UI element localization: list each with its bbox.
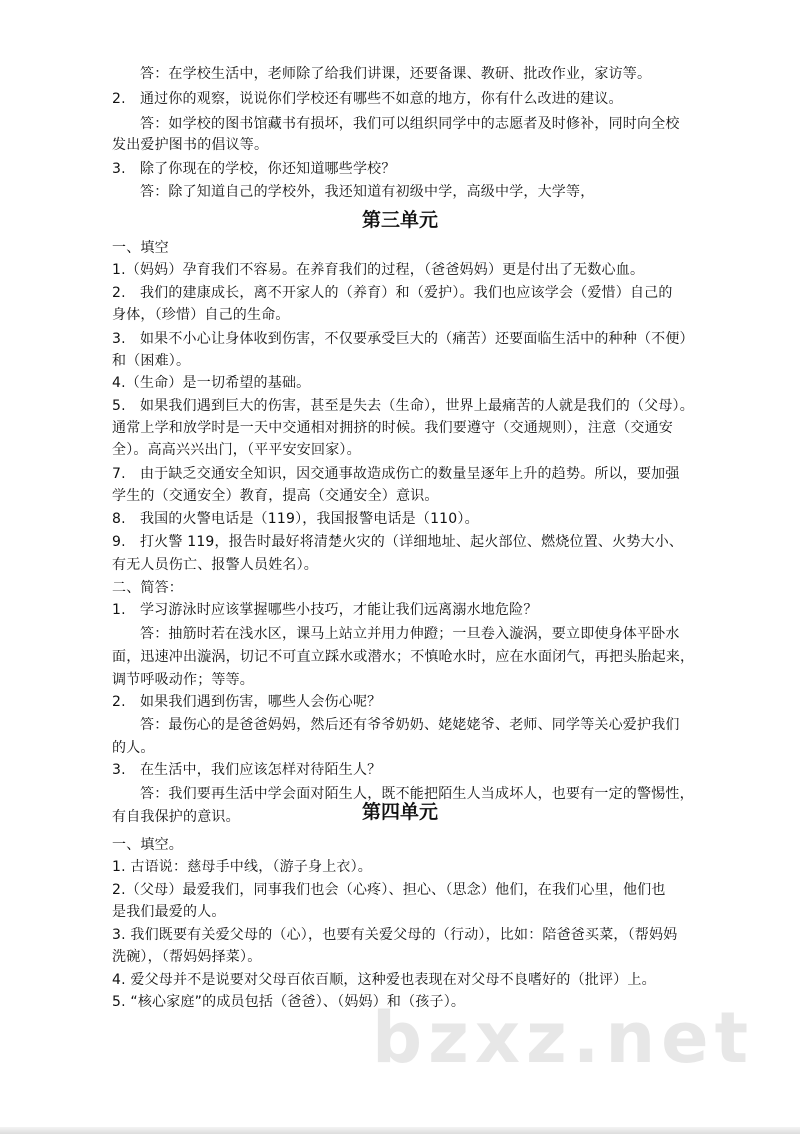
fill-item: 身体，（珍惜）自己的生命。 [112, 307, 290, 323]
question-line: 3. 除了你现在的学校，你还知道哪些学校？ [112, 161, 396, 177]
unit-heading: 第三单元 [361, 209, 438, 231]
section-title: 一、填空 [112, 240, 169, 256]
fill-item: 通常上学和放学时是一天中交通相对拥挤的时候。我们要遵守（交通规则），注意（交通安 [112, 420, 673, 436]
fill-item: 4.（生命）是一切希望的基础。 [112, 375, 311, 391]
question-line: 2. 如果我们遇到伤害，哪些人会伤心呢？ [112, 694, 382, 710]
fill-item: 是我们最爱的人。 [112, 904, 226, 920]
fill-item: 3. 如果不小心让身体收到伤害，不仅要承受巨大的（痛苦）还要面临生活中的种种（不便） [112, 331, 694, 347]
fill-item: 7. 由于缺乏交通安全知识，因交通事故造成伤亡的数量呈逐年上升的趋势。所以，要加强 [112, 466, 680, 482]
question-line: 2. 通过你的观察，说说你们学校还有哪些不如意的地方，你有什么改进的建议。 [112, 91, 623, 107]
answer-line: 答：我们要再生活中学会面对陌生人，既不能把陌生人当成坏人，也要有一定的警惕性， [140, 786, 694, 802]
answer-line: 答：抽筋时若在浅水区，课马上站立并用力伸蹬；一旦卷入漩涡，要立即使身体平卧水 [140, 626, 680, 642]
fill-item: 洗碗），（帮妈妈择菜）。 [112, 949, 262, 965]
section-title: 一、填空。 [112, 837, 183, 853]
question-line: 1. 学习游泳时应该掌握哪些小技巧，才能让我们远离溺水地危险？ [112, 602, 538, 618]
answer-line: 答：最伤心的是爸爸妈妈，然后还有爷爷奶奶、姥姥姥爷、老师、同学等关心爱护我们 [140, 717, 680, 733]
answer-line: 面，迅速冲出漩涡，切记不可直立踩水或潜水；不慎呛水时，应在水面闭气，再把头胎起来， [112, 649, 695, 665]
fill-item: 1.（妈妈）孕育我们不容易。在养育我们的过程，（爸爸妈妈）更是付出了无数心血。 [112, 262, 645, 278]
site-watermark: bzxz.net [372, 997, 755, 1079]
fill-item: 9. 打火警 119，报告时最好将清楚火灾的（详细地址、起火部位、燃烧位置、火势大小、 [112, 534, 684, 550]
section-title: 二、简答： [112, 580, 183, 596]
fill-item: 4. 爱父母并不是说要对父母百依百顺，这种爱也表现在对父母不良嗜好的（批评）上。 [112, 972, 656, 988]
fill-item: 2. 我们的建康成长，离不开家人的（养育）和（爱护）。我们也应该学会（爱惜）自己的 [112, 285, 673, 301]
fill-item: 5. “核心家庭”的成员包括（爸爸）、（妈妈）和（孩子）。 [112, 994, 466, 1010]
fill-item: 和（困难）。 [112, 353, 191, 369]
answer-line: 答：在学校生活中，老师除了给我们讲课，还要备课、教研、批改作业，家访等。 [140, 66, 652, 82]
fill-item: 学生的（交通安全）教育，提高（交通安全）意识。 [112, 488, 439, 504]
answer-line: 调节呼吸动作；等等。 [112, 672, 254, 688]
page-bottom-edge [0, 1127, 800, 1134]
fill-item: 全）。高高兴兴出门，（平平安安回家）。 [112, 442, 361, 458]
question-line: 3. 在生活中，我们应该怎样对待陌生人？ [112, 762, 382, 778]
unit-heading: 第四单元 [361, 801, 438, 823]
fill-item: 1. 古语说：慈母手中线，（游子身上衣）。 [112, 859, 373, 875]
fill-item: 3. 我们既要有关爱父母的（心），也要有关爱父母的（行动），比如：陪爸爸买菜，（帮妈妈 [112, 927, 678, 943]
fill-item: 有无人员伤亡、报警人员姓名）。 [112, 557, 318, 573]
fill-item: 2.（父母）最爱我们，同事我们也会（心疼）、担心、（思念）他们，在我们心里，他们也 [112, 882, 666, 898]
fill-item: 5. 如果我们遇到巨大的伤害，甚至是失去（生命），世界上最痛苦的人就是我们的（父母）。 [112, 398, 694, 414]
answer-line: 发出爱护图书的倡议等。 [112, 137, 269, 153]
answer-line: 答：如学校的图书馆藏书有损坏，我们可以组织同学中的志愿者及时修补，同时向全校 [140, 116, 680, 132]
answer-line: 有自我保护的意识。 [112, 809, 240, 825]
answer-line: 的人。 [112, 740, 155, 756]
fill-item: 8. 我国的火警电话是（119），我国报警电话是（110）。 [112, 511, 479, 527]
answer-line: 答：除了知道自己的学校外，我还知道有初级中学，高级中学，大学等， [140, 184, 595, 200]
